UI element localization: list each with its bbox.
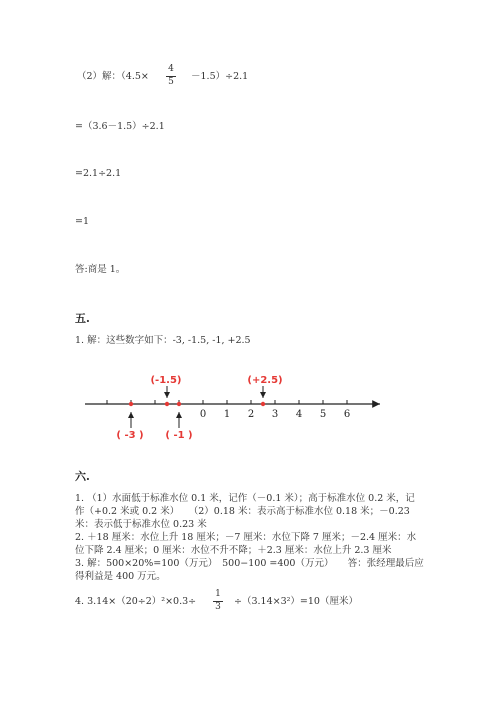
q2-line-2: 位下降 2.4 厘米；0 厘米：水位不升不降；＋2.3 厘米：水位上升 2.3 厘米 — [75, 545, 392, 556]
calc-line-4: =1 — [75, 216, 90, 227]
q3-line-1: 3. 解：500×20%=100（万元） 500−100 =400（万元） 答：张经理最后应 — [75, 558, 424, 569]
q4-line-a: 4. 3.14×（20÷2）²×0.3÷ — [75, 596, 197, 607]
q2-line-1: 2. ＋18 厘米：水位上升 18 厘米；－7 厘米：水位下降 7 厘米；－2.4 厘米：水 — [75, 532, 417, 543]
calc-line-2: =（3.6－1.5）÷2.1 — [75, 121, 165, 132]
calc-line-1b: －1.5）÷2.1 — [191, 71, 249, 82]
label-neg3: ( -3 ) — [116, 430, 144, 441]
section5-item-1: 1. 解：这些数字如下：-3, -1.5, -1, +2.5 — [75, 335, 251, 346]
section-heading-5: 五. — [75, 312, 90, 325]
point-neg1 — [177, 402, 181, 406]
fraction-denominator: 5 — [168, 77, 174, 87]
label-neg1: ( -1 ) — [165, 430, 193, 441]
point-neg3 — [129, 402, 133, 406]
q4-fraction-denominator: 3 — [215, 602, 221, 612]
tick-label-3: 3 — [271, 409, 279, 420]
q4-line-b: ÷（3.14×3²）=10（厘米） — [234, 596, 358, 607]
tick-label-0: 0 — [199, 409, 207, 420]
q1-line-2: 作（+0.2 米或 0.2 米） （2）0.18 米：表示高于标准水位 0.18 米；－0.23 — [75, 506, 410, 517]
label-neg1-5: (-1.5) — [150, 375, 182, 386]
q1-line-1: 1. （1）水面低于标准水位 0.1 米，记作（－0.1 米）；高于标准水位 0.2 米，记 — [75, 493, 415, 504]
fraction-numerator: 4 — [168, 64, 174, 74]
tick-label-2: 2 — [247, 409, 255, 420]
q1-line-3: 米：表示低于标准水位 0.23 米 — [75, 519, 207, 530]
tick-label-6: 6 — [343, 409, 351, 420]
answer-line: 答:商是 1。 — [75, 264, 126, 275]
point-pos2-5 — [261, 402, 265, 406]
number-line-figure — [0, 360, 500, 450]
q4-fraction-numerator: 1 — [215, 589, 221, 599]
section-heading-6: 六. — [75, 470, 90, 483]
label-pos2-5: (+2.5) — [247, 375, 283, 386]
tick-label-5: 5 — [319, 409, 327, 420]
calc-line-1a: （2）解：（4.5× — [77, 71, 149, 82]
tick-label-1: 1 — [223, 409, 231, 420]
q3-line-2: 得利益是 400 万元。 — [75, 571, 166, 582]
point-neg1-5 — [165, 402, 169, 406]
tick-label-4: 4 — [295, 409, 303, 420]
calc-line-3: =2.1÷2.1 — [75, 168, 122, 179]
